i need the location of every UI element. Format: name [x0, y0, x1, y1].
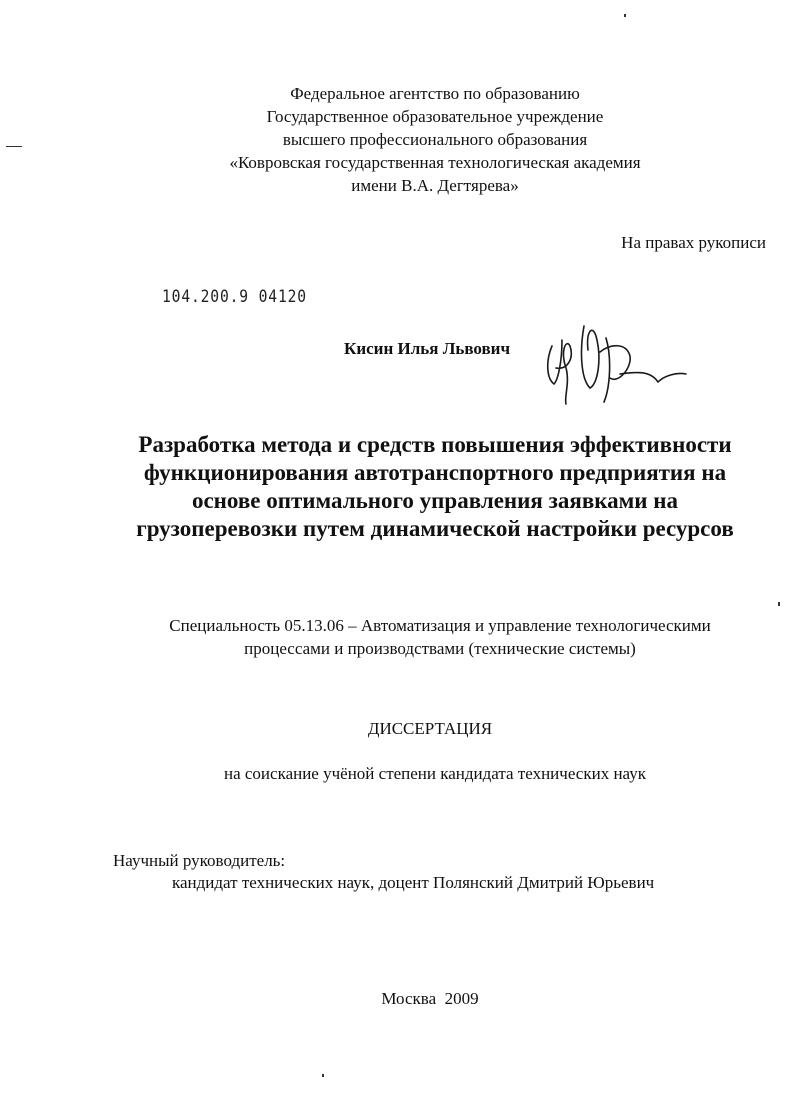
scan-speck: [624, 14, 626, 17]
institution-header: [160, 82, 710, 197]
registration-code: 104.200.9 04120: [162, 287, 307, 307]
title-line: функционирования автотранспортного предприятия на: [143, 460, 727, 485]
manuscript-rights-note: На правах рукописи: [621, 233, 766, 252]
supervisor-label: Научный руководитель:: [113, 851, 286, 870]
handwritten-signature: [540, 318, 700, 410]
scan-speck: [322, 1074, 324, 1077]
city-year: Москва 2009: [381, 989, 479, 1008]
scan-speck: [6, 146, 22, 147]
header-line-education-level: высшего профессионального образования: [282, 130, 588, 149]
specialty-line: процессами и производствами (технические системы): [244, 639, 636, 658]
header-line-institution-type: Государственное образовательное учреждение: [266, 107, 604, 126]
degree-sought: на соискание учёной степени кандидата технических наук: [223, 764, 646, 783]
specialty-line: Специальность 05.13.06 – Автоматизация и управление технологическими: [169, 616, 711, 635]
title-line: основе оптимального управления заявками на: [191, 488, 679, 513]
title-line: Разработка метода и средств повышения эффективности: [138, 432, 732, 457]
dissertation-title: [80, 431, 790, 543]
author-name: Кисин Илья Львович: [344, 339, 511, 358]
supervisor-name: кандидат технических наук, доцент Полянский Дмитрий Юрьевич: [172, 873, 655, 892]
header-line-agency: Федеральное агентство по образованию: [290, 84, 580, 103]
document-type: ДИССЕРТАЦИЯ: [367, 719, 493, 738]
scan-speck: [778, 602, 780, 606]
title-line: грузоперевозки путем динамической настройки ресурсов: [136, 516, 734, 541]
header-line-academy-honorific: имени В.А. Дегтярева»: [351, 176, 519, 195]
header-line-academy-name: «Ковровская государственная технологическая академия: [229, 153, 641, 172]
specialty: [100, 614, 780, 660]
